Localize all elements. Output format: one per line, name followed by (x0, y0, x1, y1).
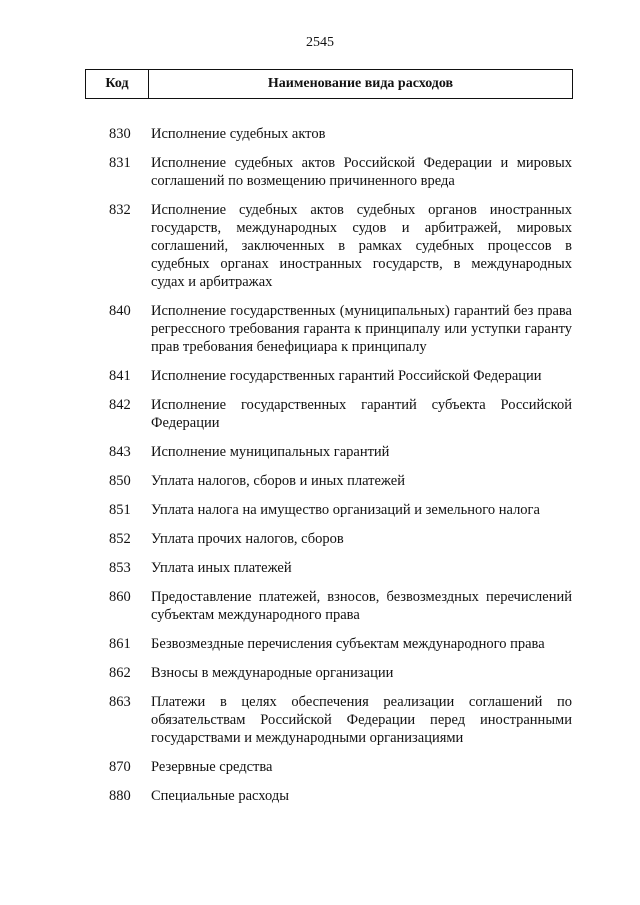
expense-name: Уплата иных платежей (151, 560, 292, 576)
expense-name: Исполнение государственных гарантий Российской Федерации (151, 368, 542, 384)
expense-code: 842 (109, 397, 131, 413)
list-item (0, 367, 640, 385)
table-header (85, 69, 573, 99)
list-item (0, 664, 640, 682)
expense-code: 830 (109, 126, 131, 142)
expense-code: 880 (109, 788, 131, 804)
expense-name: Исполнение судебных актов судебных органов иностранных государств, международных судов и арбитражей, мировых соглашений, заключенных в рамках судебных процессов в судебных органах иностранных государств, в международных судах и арбитражах (151, 202, 572, 290)
expense-name: Резервные средства (151, 759, 273, 775)
expense-code: 862 (109, 665, 131, 681)
list-item (0, 559, 640, 577)
list-item (0, 154, 640, 190)
header-name: Наименование вида расходов (267, 76, 454, 91)
list-item (0, 530, 640, 548)
expense-name: Исполнение муниципальных гарантий (151, 444, 390, 460)
expense-code: 832 (109, 202, 131, 218)
expense-list (0, 125, 640, 816)
expense-name: Уплата налогов, сборов и иных платежей (151, 473, 405, 489)
list-item (0, 787, 640, 805)
expense-name: Уплата налога на имущество организаций и земельного налога (151, 502, 540, 518)
expense-name: Исполнение государственных гарантий субъекта Российской Федерации (151, 397, 572, 431)
expense-code: 870 (109, 759, 131, 775)
expense-code: 850 (109, 473, 131, 489)
expense-code: 851 (109, 502, 131, 518)
expense-name: Исполнение государственных (муниципальных) гарантий без права регрессного требования гаранта к принципалу или уступки гаранту прав требования бенефициара к принципалу (151, 303, 572, 355)
expense-name: Предоставление платежей, взносов, безвозмездных перечислений субъектам международного права (151, 589, 572, 623)
expense-name: Безвозмездные перечисления субъектам международного права (151, 636, 545, 652)
expense-name: Взносы в международные организации (151, 665, 394, 681)
expense-name: Уплата прочих налогов, сборов (151, 531, 344, 547)
page-number: 2545 (306, 35, 334, 50)
list-item (0, 588, 640, 624)
expense-code: 860 (109, 589, 131, 605)
expense-name: Специальные расходы (151, 788, 289, 804)
list-item (0, 443, 640, 461)
list-item (0, 635, 640, 653)
expense-code: 831 (109, 155, 131, 171)
expense-code: 852 (109, 531, 131, 547)
expense-code: 840 (109, 303, 131, 319)
list-item (0, 396, 640, 432)
list-item (0, 302, 640, 356)
list-item (0, 125, 640, 143)
list-item (0, 501, 640, 519)
list-item (0, 693, 640, 747)
header-code: Код (86, 70, 149, 98)
expense-code: 861 (109, 636, 131, 652)
expense-name: Исполнение судебных актов Российской Федерации и мировых соглашений по возмещению причиненного вреда (151, 155, 572, 189)
list-item (0, 758, 640, 776)
expense-code: 841 (109, 368, 131, 384)
list-item (0, 201, 640, 291)
list-item (0, 472, 640, 490)
expense-code: 863 (109, 694, 131, 710)
expense-name: Исполнение судебных актов (151, 126, 326, 142)
expense-code: 853 (109, 560, 131, 576)
expense-name: Платежи в целях обеспечения реализации соглашений по обязательствам Российской Федерации перед иностранными государствами и международными организациями (151, 694, 572, 746)
expense-code: 843 (109, 444, 131, 460)
